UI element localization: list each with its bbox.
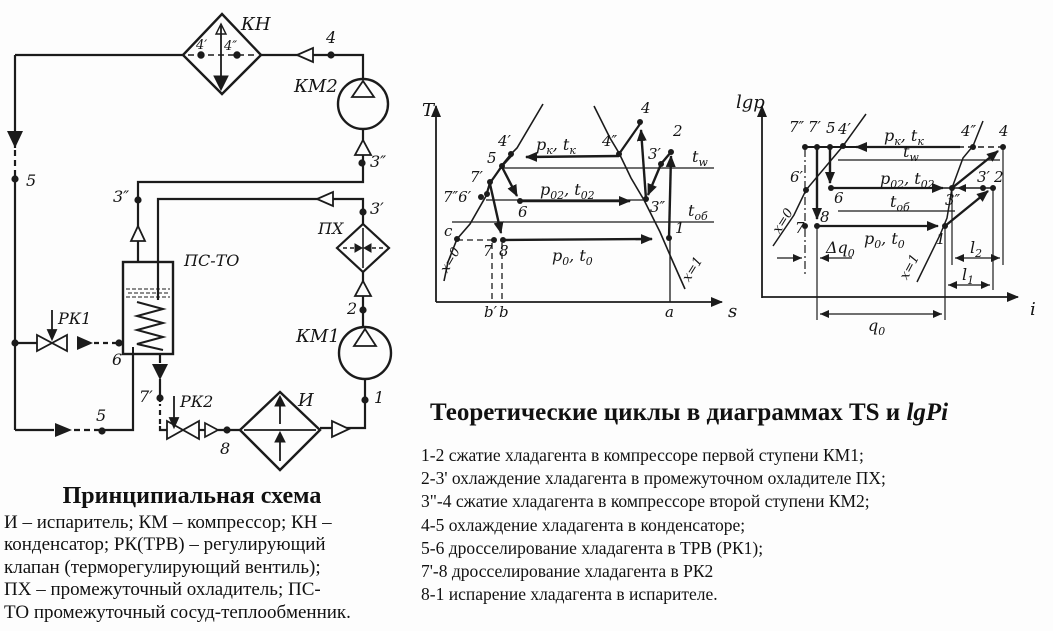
lgpi-point-6: 6	[834, 189, 844, 207]
node-4-label: 4	[326, 28, 337, 47]
lgpi-point-4p: 4′	[838, 120, 851, 138]
ts-point-7pp6p: 7″6′	[443, 188, 472, 206]
cycle-list-item: 7'-8 дросселирование хладагента в РК2	[421, 561, 714, 582]
cycles-title-italic: lgPi	[906, 399, 949, 426]
ts-point-2: 2	[673, 122, 683, 140]
compressor-km2	[338, 79, 388, 129]
cycle-list-item: 1-2 сжатие хладагента в компрессоре первой ступени КМ1;	[421, 445, 864, 465]
flow-arrow-left-icon	[317, 192, 333, 206]
ts-y-axis-label: T	[422, 100, 435, 121]
valve-rk2-label: РК2	[180, 392, 214, 411]
lgpi-x1-label: x=1	[897, 251, 923, 283]
legend-line: конденсатор; РК(ТРВ) – регулирующий	[4, 534, 326, 556]
lgpi-point-6p: 6′	[790, 168, 803, 186]
node-3pp-left-dot	[134, 196, 141, 203]
cycle-list-item: 4-5 охлаждение хладагента в конденсаторе;	[421, 514, 746, 535]
ts-pk-tk-label: $p_к$, $t_к$	[536, 135, 576, 157]
lgpi-pk-tk-label: $p_к$, $t_к$	[884, 126, 924, 148]
legend-line: клапан (терморегулирующий вентиль);	[4, 556, 321, 578]
evaporator-i-label: И	[298, 390, 314, 411]
valve-rk1-label: РК1	[58, 309, 92, 328]
node-5-bottom-label: 5	[96, 406, 107, 425]
node-3p-dot	[359, 208, 366, 215]
flow-arrow-down-icon	[7, 131, 23, 148]
lgpi-tob-label: $t_{об}$	[890, 192, 910, 214]
ts-point-8: 8	[499, 242, 509, 260]
lgpi-tw-label: $t_w$	[903, 142, 919, 164]
cycles-title	[430, 399, 1050, 427]
lgpi-x0-label: x=0	[769, 206, 797, 237]
ts-p0-t0-label: $p_0$, $t_0$	[552, 246, 593, 268]
lgpi-x-axis-label: i	[1030, 299, 1036, 320]
node-6-dot	[115, 339, 122, 346]
ts-point-4: 4	[641, 99, 651, 117]
cycle-process-list	[421, 444, 1053, 606]
ts-b-label: b	[499, 303, 509, 321]
ts-point-6: 6	[518, 203, 528, 221]
flow-arrow-left-icon	[297, 48, 313, 62]
node-6-label: 6	[112, 350, 123, 369]
ts-desuperheat-line	[619, 124, 640, 154]
ts-x1-label: x=1	[679, 254, 707, 285]
pipes	[15, 55, 365, 430]
ts-point-5: 5	[487, 149, 497, 167]
node-3pp-left-label: 3″	[113, 187, 130, 206]
schematic-title: Принципиальная схема	[62, 483, 322, 509]
node-3pp-right-label: 3″	[370, 152, 387, 171]
node-7p-dot	[156, 394, 163, 401]
vessel-psto	[123, 262, 173, 354]
cycle-list-item: 2-3' охлаждение хладагента в промежуточном охладителе ПХ;	[421, 468, 886, 489]
lgpi-diagram	[735, 85, 1053, 338]
lgpi-point-7pp: 7″	[789, 118, 805, 136]
flow-arrow-right-icon	[332, 421, 349, 437]
cycle-list-item: 3"-4 сжатие хладагента в компрессоре второй ступени КМ2;	[421, 491, 870, 512]
legend-line: ПХ – промежуточный охладитель; ПС-	[4, 579, 321, 601]
rk1-actuator-arrow-icon	[48, 330, 56, 339]
lgpi-y-axis-label: lgp	[736, 92, 765, 113]
junction-dot	[11, 339, 18, 346]
node-5-top-dot	[11, 175, 18, 182]
flow-arrow-up-icon	[131, 226, 145, 241]
compressor-km1	[339, 327, 391, 379]
ts-tw-label: $t_w$	[692, 147, 708, 169]
intercooler-ph-label: ПХ	[318, 219, 344, 238]
cycle-list-item: 8-1 испарение хладагента в испарителе.	[421, 584, 718, 605]
ts-tob-label: $t_{об}$	[688, 201, 708, 223]
flow-arrow-up-icon	[355, 140, 371, 155]
ts-evap-p0-line	[505, 239, 652, 240]
ts-point-7p: 7′	[470, 168, 483, 186]
node-7p-label: 7′	[139, 387, 153, 406]
schematic-diagram	[0, 0, 420, 485]
node-8-dot	[223, 426, 230, 433]
lgpi-l1-label: $l_1$	[962, 265, 975, 287]
flow-arrow-right-icon	[205, 423, 218, 437]
lgpi-p02-t02-label: $p_{02}$, $t_{02}$	[880, 169, 935, 191]
ts-point-3pp: 3″	[650, 198, 666, 216]
legend-line: ТО промежуточный сосуд-теплообменник.	[4, 601, 351, 623]
ts-point-7: 7	[483, 242, 493, 260]
node-4-dot	[327, 51, 334, 58]
node-2-label: 2	[347, 299, 358, 318]
node-1-dot	[361, 396, 368, 403]
lgpi-q0-label: $q_0$	[868, 316, 886, 338]
cycles-title-text: Теоретические циклы в диаграммах TS и	[430, 399, 907, 426]
ts-a-label: a	[665, 303, 674, 321]
ts-p02-t02-label: $p_{02}$, $t_{02}$	[540, 180, 595, 202]
node-1-label: 1	[374, 388, 385, 407]
cycle-list-item: 5-6 дросселирование хладагента в ТРВ (РК1);	[421, 537, 764, 558]
lgpi-point-5: 5	[826, 119, 836, 137]
flow-arrow-right-icon	[55, 423, 72, 437]
flow-arrow-down-icon	[152, 364, 168, 380]
compressor-km2-label: КМ2	[294, 76, 338, 97]
lgpi-point-4pp: 4″	[961, 122, 977, 140]
compressor-km1-label: КМ1	[296, 326, 340, 347]
ts-point-4p: 4′	[498, 132, 511, 150]
lgpi-point-7: 7	[795, 219, 805, 237]
legend-line: И – испаритель; КМ – компрессор; КН –	[4, 512, 332, 533]
ts-bp-label: b′	[484, 303, 498, 321]
schematic-legend	[4, 483, 410, 624]
ts-x0-label: x=0	[437, 245, 464, 276]
vessel-psto-label: ПС-ТО	[184, 251, 240, 270]
lgpi-point-8: 8	[820, 208, 830, 226]
node-4pp-label: 4″	[224, 39, 238, 54]
lgpi-l2-label: $l_2$	[970, 238, 983, 260]
node-8-label: 8	[220, 439, 231, 458]
ts-throttle-rk1-line	[502, 167, 517, 196]
ts-compression2-line	[641, 130, 646, 199]
intercooler-ph	[337, 224, 389, 272]
node-2-dot	[359, 306, 366, 313]
lgpi-point-7p: 7′	[808, 118, 821, 136]
lgpi-p0-t0-label: $p_0$, $t_0$	[864, 229, 905, 251]
ts-x-axis-label: s	[728, 301, 738, 322]
flow-arrow-right-icon	[77, 336, 93, 350]
condenser-kn-label: КН	[241, 14, 271, 35]
ts-point-c: c	[444, 222, 453, 240]
node-3p-label: 3′	[370, 199, 384, 218]
ts-point-4pp: 4″	[602, 132, 618, 150]
ts-point-3p: 3′	[648, 145, 661, 163]
lgpi-dq0-label: $\Delta q_0$	[826, 238, 855, 260]
node-4p-label: 4′	[196, 38, 208, 53]
lgpi-point-4: 4	[999, 122, 1009, 140]
lgpi-point-2: 2	[994, 168, 1004, 186]
flow-arrow-up-icon	[355, 281, 371, 296]
lgpi-point-1: 1	[936, 230, 946, 248]
ts-point-1: 1	[675, 219, 685, 237]
node-5-top-label: 5	[26, 171, 37, 190]
ts-diagram	[420, 85, 738, 320]
lgpi-point-3pp: 3″	[945, 191, 961, 209]
lgpi-point-3p: 3′	[977, 168, 990, 186]
node-5-bottom-dot	[98, 427, 105, 434]
node-3pp-right-dot	[358, 159, 365, 166]
ts-throttle-rk2-line	[490, 184, 501, 233]
